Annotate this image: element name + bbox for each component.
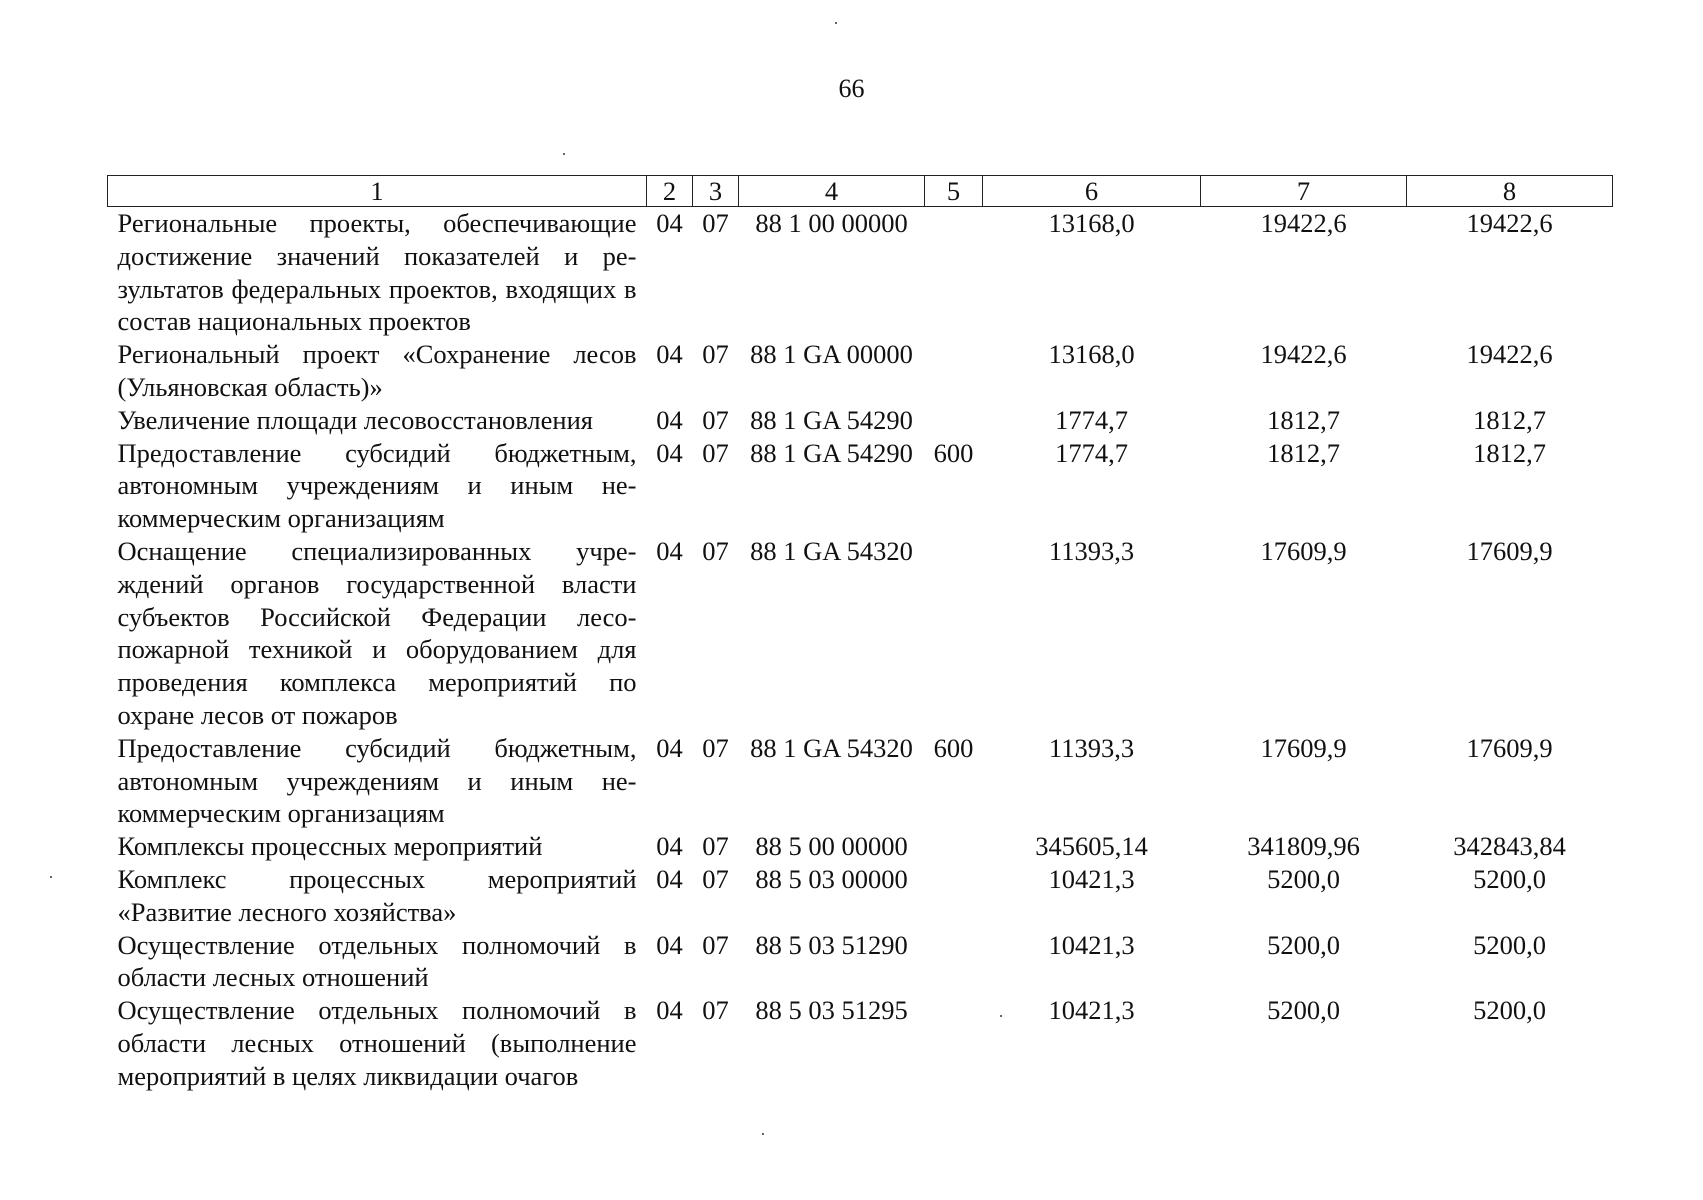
row-section: 04: [656, 339, 683, 370]
row-expense-type: [925, 830, 983, 863]
row-amount-col8: 19422,6: [1466, 208, 1553, 238]
scan-speck: [762, 1133, 764, 1135]
row-target-article: 88 5 03 51295: [755, 995, 908, 1026]
table-row: [108, 535, 1613, 732]
row-description: Региональные проекты, обеспечивающие достижение значений показателей и результатов федеральных проектов, входящих в состав национальных проектов: [117, 208, 637, 337]
row-description: Осуществление отдельных полномочий в области лесных отношений: [117, 929, 637, 993]
row-target-article: 88 1 GA 54290: [750, 437, 913, 468]
row-section: 04: [656, 437, 683, 468]
row-amount-col7: 5200,0: [1267, 995, 1340, 1026]
row-description: Комплекс процессных мероприятий «Развитие лесного хозяйства»: [117, 863, 637, 927]
row-description: Увеличение площади лесовосстановления: [117, 404, 593, 435]
header-row: [108, 176, 1613, 207]
row-amount-col7: 1812,7: [1267, 404, 1340, 435]
row-target-article: 88 1 GA 00000: [750, 339, 913, 370]
row-amount-col7: 17609,9: [1260, 732, 1347, 763]
row-amount-col6: 345605,14: [1035, 831, 1148, 862]
table-body: [108, 207, 1613, 1093]
row-expense-type: [925, 207, 983, 339]
row-amount-col6: 11393,3: [1048, 535, 1135, 566]
row-amount-col8: 5200,0: [1473, 863, 1546, 894]
row-amount-col8: 5200,0: [1473, 929, 1546, 960]
table-row: [108, 863, 1613, 929]
row-subsection: 07: [702, 437, 729, 468]
row-subsection: 07: [702, 863, 729, 894]
table-row: [108, 732, 1613, 830]
row-subsection: 07: [702, 339, 729, 370]
row-target-article: 88 1 GA 54320: [750, 535, 913, 566]
row-amount-col8: 19422,6: [1466, 339, 1553, 370]
row-description: Предоставление субсидий бюджетным, автономным учреждениям и иным некоммерческим организациям: [117, 732, 637, 829]
row-expense-type: [925, 404, 983, 437]
row-amount-col7: 17609,9: [1260, 535, 1347, 566]
row-amount-col6: 1774,7: [1055, 437, 1128, 468]
row-target-article: 88 5 00 00000: [755, 831, 908, 862]
row-subsection: 07: [702, 929, 729, 960]
row-expense-type: 600: [933, 732, 974, 763]
row-amount-col6: 13168,0: [1048, 208, 1135, 238]
scan-speck: [835, 22, 837, 24]
row-amount-col7: 5200,0: [1267, 929, 1340, 960]
row-target-article: 88 1 GA 54290: [750, 404, 913, 435]
row-expense-type: [925, 535, 983, 732]
row-amount-col7: 19422,6: [1260, 208, 1347, 238]
row-subsection: 07: [702, 535, 729, 566]
row-amount-col6: 11393,3: [1048, 732, 1135, 763]
row-section: 04: [656, 863, 683, 894]
row-section: 04: [656, 404, 683, 435]
header-col-8: 8: [1407, 176, 1613, 207]
row-subsection: 07: [702, 404, 729, 435]
row-target-article: 88 5 03 00000: [755, 863, 908, 894]
row-target-article: 88 1 GA 54320: [750, 732, 913, 763]
row-amount-col8: 342843,84: [1453, 831, 1566, 862]
header-col-4: 4: [739, 176, 925, 207]
row-amount-col8: 5200,0: [1473, 995, 1546, 1026]
table-row: [108, 830, 1613, 863]
table-row: [108, 437, 1613, 535]
row-target-article: 88 5 03 51290: [755, 929, 908, 960]
row-description: Оснащение специализированных учреждений органов государственной власти субъектов Российской Федерации лесопожарной техникой и оборудованием для проведения комплекса мероприятий по охране лесов от пожаров: [117, 535, 637, 730]
row-subsection: 07: [702, 995, 729, 1026]
row-expense-type: [925, 994, 983, 1092]
row-subsection: 07: [702, 831, 729, 862]
row-description: Региональный проект «Сохранение лесов (Ульяновская область)»: [117, 339, 637, 402]
row-amount-col6: 13168,0: [1048, 339, 1135, 370]
table-row: [108, 338, 1613, 404]
row-description: Осуществление отдельных полномочий в области лесных отношений (выполнение мероприятий в целях ликвидации очагов: [117, 995, 637, 1091]
row-amount-col7: 341809,96: [1247, 831, 1360, 862]
row-section: 04: [656, 929, 683, 960]
row-amount-col6: 10421,3: [1048, 995, 1135, 1026]
row-subsection: 07: [702, 732, 729, 763]
table-row: [108, 404, 1613, 437]
row-subsection: 07: [702, 208, 729, 238]
row-amount-col6: 1774,7: [1055, 404, 1128, 435]
row-description: Комплексы процессных мероприятий: [117, 831, 543, 862]
row-section: 04: [656, 995, 683, 1026]
row-amount-col8: 17609,9: [1466, 535, 1553, 566]
header-col-1: 1: [108, 176, 647, 207]
row-amount-col8: 1812,7: [1473, 437, 1546, 468]
row-expense-type: [925, 863, 983, 929]
scan-speck: [563, 153, 565, 155]
budget-table: [107, 175, 1613, 1093]
table-row: [108, 207, 1613, 339]
header-col-7: 7: [1201, 176, 1407, 207]
scan-speck: [1000, 1015, 1002, 1017]
row-amount-col8: 1812,7: [1473, 404, 1546, 435]
table-row: [108, 929, 1613, 995]
row-description: Предоставление субсидий бюджетным, автономным учреждениям и иным некоммерческим организациям: [117, 437, 637, 534]
row-amount-col6: 10421,3: [1048, 863, 1135, 894]
row-section: 04: [656, 732, 683, 763]
header-col-2: 2: [647, 176, 693, 207]
row-amount-col6: 10421,3: [1048, 929, 1135, 960]
row-expense-type: [925, 338, 983, 404]
row-amount-col7: 1812,7: [1267, 437, 1340, 468]
table-row: [108, 994, 1613, 1092]
page-number: 66: [838, 74, 865, 103]
scan-speck: [50, 876, 52, 878]
row-amount-col7: 19422,6: [1260, 339, 1347, 370]
row-amount-col8: 17609,9: [1466, 732, 1553, 763]
row-expense-type: [925, 929, 983, 995]
row-section: 04: [656, 208, 683, 238]
header-col-6: 6: [983, 176, 1201, 207]
row-section: 04: [656, 535, 683, 566]
row-amount-col7: 5200,0: [1267, 863, 1340, 894]
header-col-3: 3: [693, 176, 739, 207]
header-col-5: 5: [925, 176, 983, 207]
row-expense-type: 600: [933, 437, 974, 468]
table-header: [108, 176, 1613, 207]
row-section: 04: [656, 831, 683, 862]
row-target-article: 88 1 00 00000: [755, 208, 908, 238]
